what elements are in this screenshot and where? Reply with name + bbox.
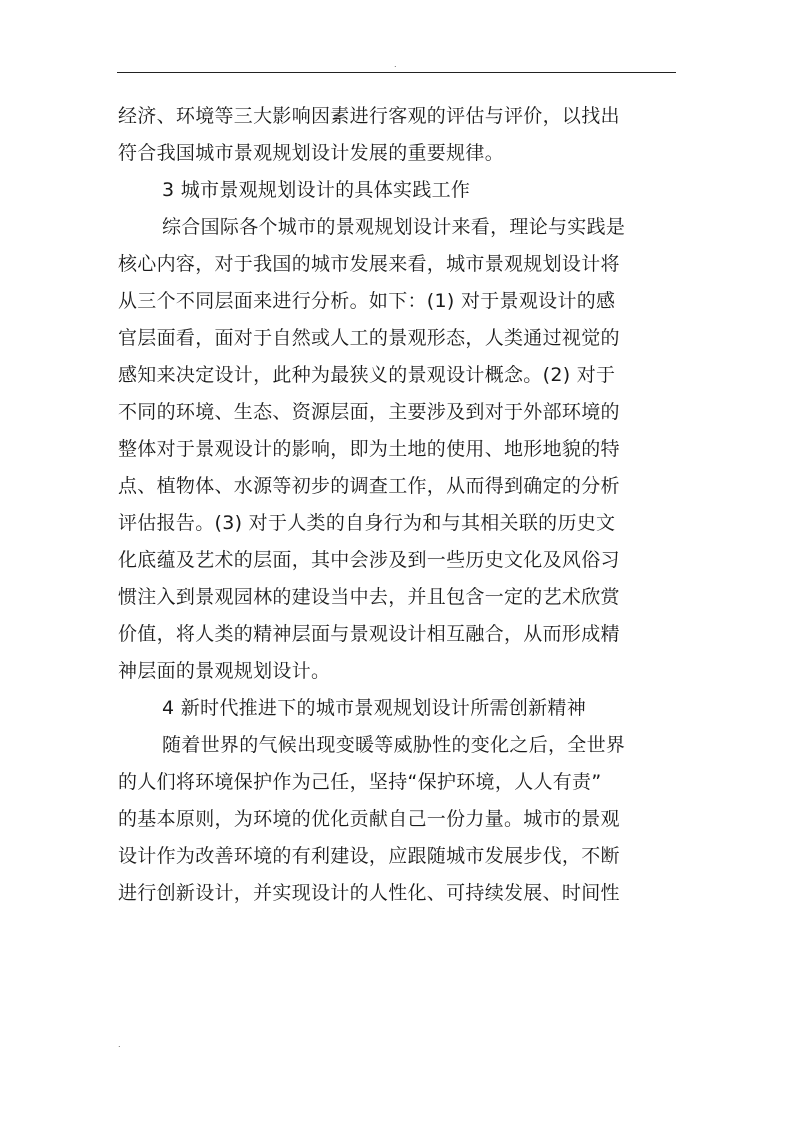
text-line: 点、植物体、水源等初步的调查工作，从而得到确定的分析 (118, 475, 620, 497)
section-heading: 3 城市景观规划设计的具体实践工作 (162, 179, 471, 201)
text-line: 价值，将人类的精神层面与景观设计相互融合，从而形成精 (118, 623, 620, 645)
section-heading: 4 新时代推进下的城市景观规划设计所需创新精神 (162, 697, 587, 719)
text-line: 整体对于景观设计的影响，即为土地的使用、地形地貌的特 (118, 438, 620, 460)
footer-mark: . (118, 1040, 121, 1049)
text-line: 化底蕴及艺术的层面，其中会涉及到一些历史文化及风俗习 (118, 549, 620, 571)
text-line: 不同的环境、生态、资源层面，主要涉及到对于外部环境的 (118, 401, 620, 423)
text-line: 神层面的景观规划设计。 (118, 660, 331, 682)
text-line: 进行创新设计，并实现设计的人性化、可持续发展、时间性 (118, 882, 620, 904)
text-line: 设计作为改善环境的有利建设，应跟随城市发展步伐，不断 (118, 845, 620, 867)
text-line: 的人们将环境保护作为己任，坚持“保护环境，人人有责” (118, 771, 602, 793)
text-line: 的基本原则，为环境的优化贡献自己一份力量。城市的景观 (118, 808, 620, 830)
text-line: 评估报告。(3) 对于人类的自身行为和与其相关联的历史文 (118, 512, 616, 534)
text-line: 经济、环境等三大影响因素进行客观的评估与评价，以找出 (118, 105, 620, 127)
paragraph-start: 综合国际各个城市的景观规划设计来看，理论与实践是 (162, 216, 626, 238)
text-line: 官层面看，面对于自然或人工的景观形态，人类通过视觉的 (118, 327, 620, 349)
text-line: 符合我国城市景观规划设计发展的重要规律。 (118, 142, 505, 164)
text-line: 核心内容，对于我国的城市发展来看，城市景观规划设计将 (118, 253, 620, 275)
document-body (118, 98, 678, 912)
text-line: 从三个不同层面来进行分析。如下：(1) 对于景观设计的感 (118, 290, 616, 312)
text-line: 感知来决定设计，此种为最狭义的景观设计概念。(2) 对于 (118, 364, 616, 386)
header-rule (117, 72, 676, 73)
paragraph-start: 随着世界的气候出现变暖等威胁性的变化之后，全世界 (162, 734, 626, 756)
text-line: 惯注入到景观园林的建设当中去，并且包含一定的艺术欣赏 (118, 586, 620, 608)
header-mark: . (394, 60, 397, 69)
